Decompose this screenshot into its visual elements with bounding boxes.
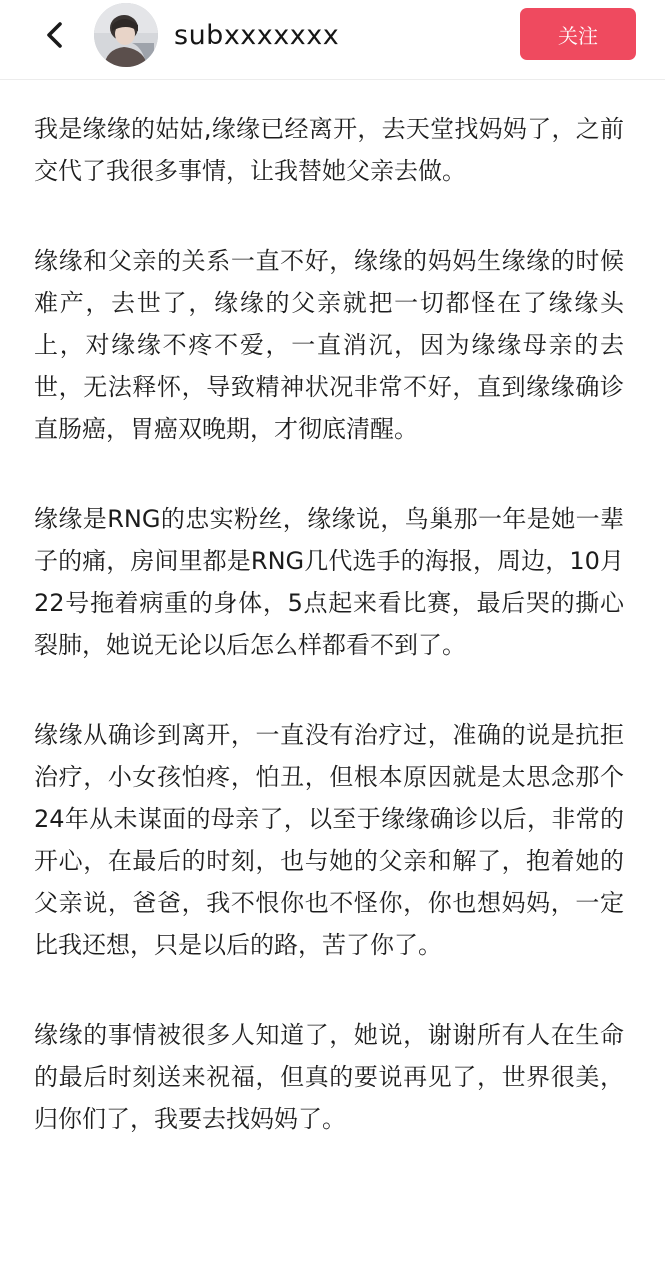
back-button[interactable]	[30, 10, 80, 60]
paragraph: 缘缘和父亲的关系一直不好，缘缘的妈妈生缘缘的时候难产，去世了，缘缘的父亲就把一切都怪在了缘缘头上，对缘缘不疼不爱，一直消沉，因为缘缘母亲的去世，无法释怀，导致精神状况非常不好，直到缘缘确诊直肠癌，胃癌双晚期，才彻底清醒。	[34, 247, 624, 443]
avatar[interactable]	[94, 3, 158, 67]
top-nav-bar	[0, 0, 665, 80]
follow-button[interactable]: 关注	[520, 8, 636, 60]
chevron-left-icon	[44, 20, 66, 50]
paragraph: 缘缘是RNG的忠实粉丝，缘缘说，鸟巢那一年是她一辈子的痛，房间里都是RNG几代选手的海报，周边，10月22号拖着病重的身体，5点起来看比赛，最后哭的撕心裂肺，她说无论以后怎么样都看不到了。	[34, 505, 624, 659]
paragraph: 我是缘缘的姑姑,缘缘已经离开，去天堂找妈妈了，之前交代了我很多事情，让我替她父亲去做。	[34, 115, 624, 185]
paragraph: 缘缘从确诊到离开，一直没有治疗过，准确的说是抗拒治疗，小女孩怕疼，怕丑，但根本原因就是太思念那个24年从未谋面的母亲了，以至于缘缘确诊以后，非常的开心，在最后的时刻，也与她的父亲和解了，抱着她的父亲说，爸爸，我不恨你也不怪你，你也想妈妈，一定比我还想，只是以后的路，苦了你了。	[34, 721, 624, 959]
user-avatar-icon	[94, 3, 158, 67]
post-body	[34, 108, 624, 1188]
paragraph: 缘缘的事情被很多人知道了，她说，谢谢所有人在生命的最后时刻送来祝福，但真的要说再见了，世界很美，归你们了，我要去找妈妈了。	[34, 1021, 624, 1133]
username[interactable]: subxxxxxxx	[174, 20, 340, 51]
